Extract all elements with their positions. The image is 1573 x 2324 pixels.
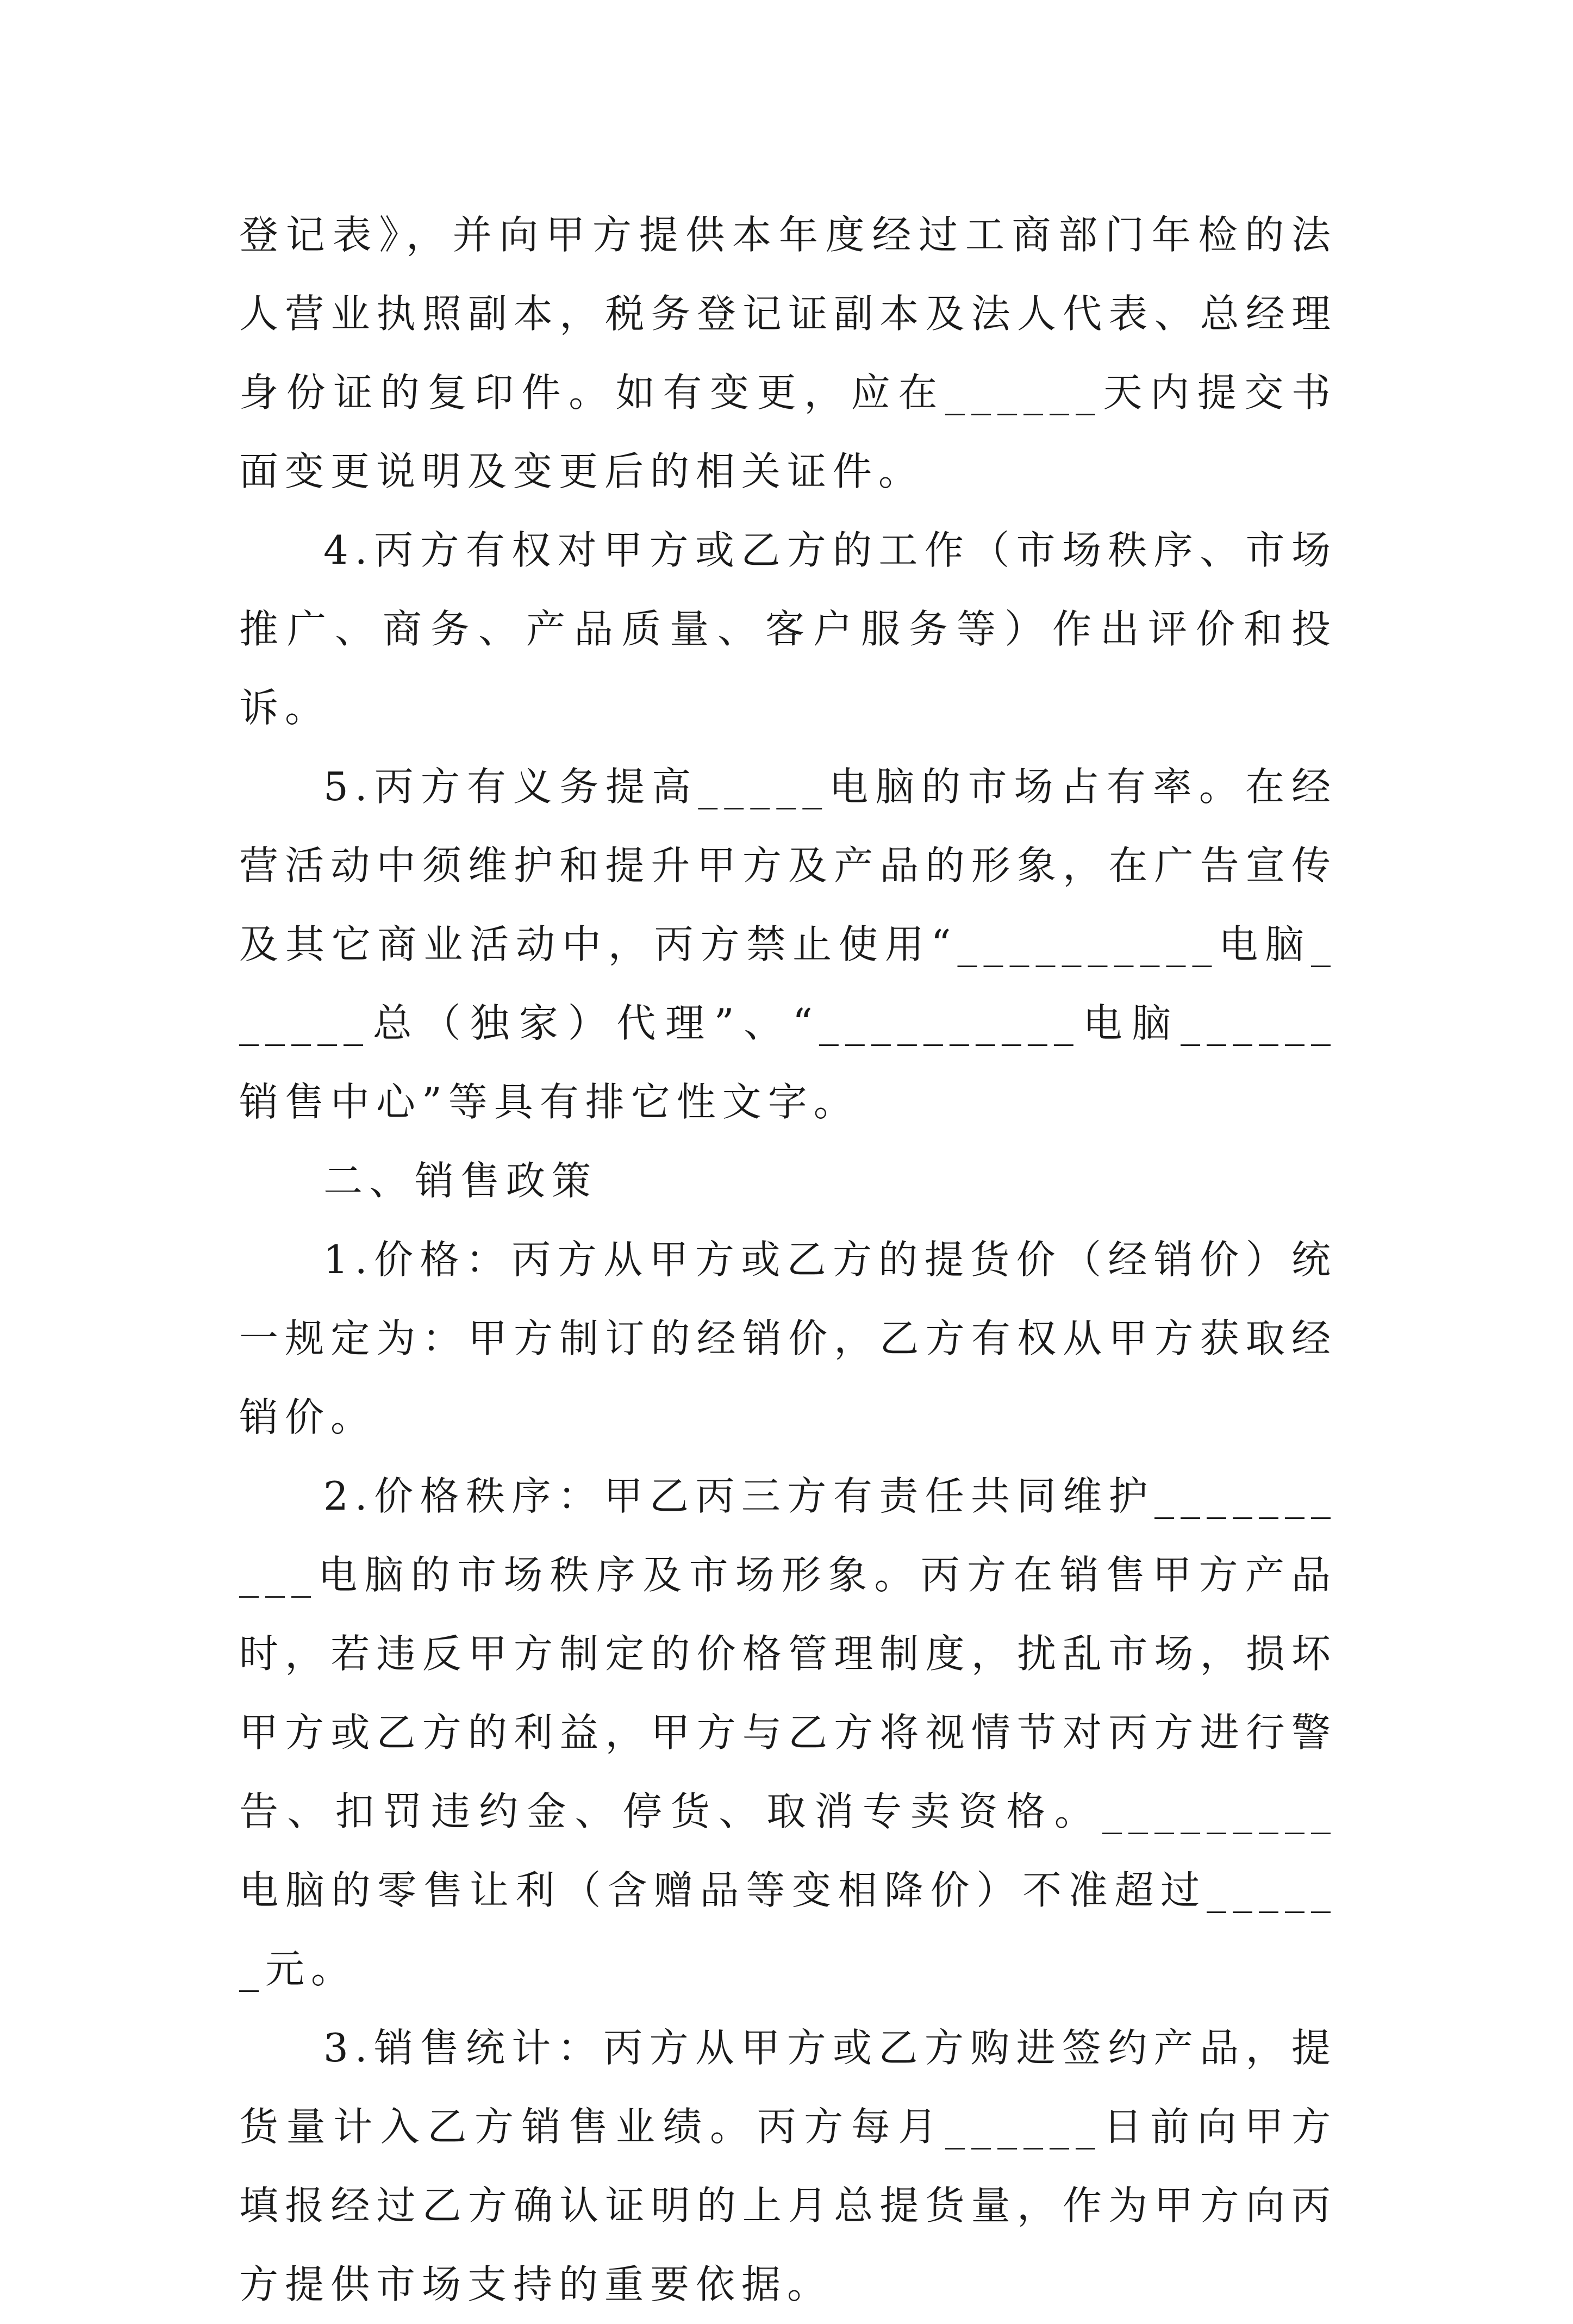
paragraph-clause-5-market-share: 5.丙方有义务提高_____电脑的市场占有率。在经营活动中须维护和提升甲方及产品的形象，在广告宣传及其它商业活动中，丙方禁止使用“__________电脑______总（独家）代理”、“__________电脑______销售中心”等具有排它性文字。 xyxy=(239,764,1337,1125)
paragraph-clause-4-evaluation: 4.丙方有权对甲方或乙方的工作（市场秩序、市场推广、商务、产品质量、客户服务等）作出评价和投诉。 xyxy=(239,527,1337,731)
paragraph-policy-1-price: 1.价格：丙方从甲方或乙方的提货价（经销价）统一规定为：甲方制订的经销价，乙方有权从甲方获取经销价。 xyxy=(239,1237,1337,1440)
document-body xyxy=(239,196,1337,2324)
paragraph-policy-2-price-order: 2.价格秩序：甲乙丙三方有责任共同维护__________电脑的市场秩序及市场形象。丙方在销售甲方产品时，若违反甲方制定的价格管理制度，扰乱市场，损坏甲方或乙方的利益，甲方与乙方将视情节对丙方进行警告、扣罚违约金、停货、取消专卖资格。_________电脑的零售让利（含赠品等变相降价）不准超过______元。 xyxy=(239,1473,1337,1992)
paragraph-policy-3-sales-statistics: 3.销售统计：丙方从甲方或乙方购进签约产品，提货量计入乙方销售业绩。丙方每月______日前向甲方填报经过乙方确认证明的上月总提货量，作为甲方向丙方提供市场支持的重要依据。 xyxy=(239,2025,1337,2307)
section-heading-sales-policy: 二、销售政策 xyxy=(323,1158,598,1204)
paragraph-registration-continued: 登记表》，并向甲方提供本年度经过工商部门年检的法人营业执照副本，税务登记证副本及法人代表、总经理身份证的复印件。如有变更，应在______天内提交书面变更说明及变更后的相关证件。 xyxy=(239,212,1337,494)
